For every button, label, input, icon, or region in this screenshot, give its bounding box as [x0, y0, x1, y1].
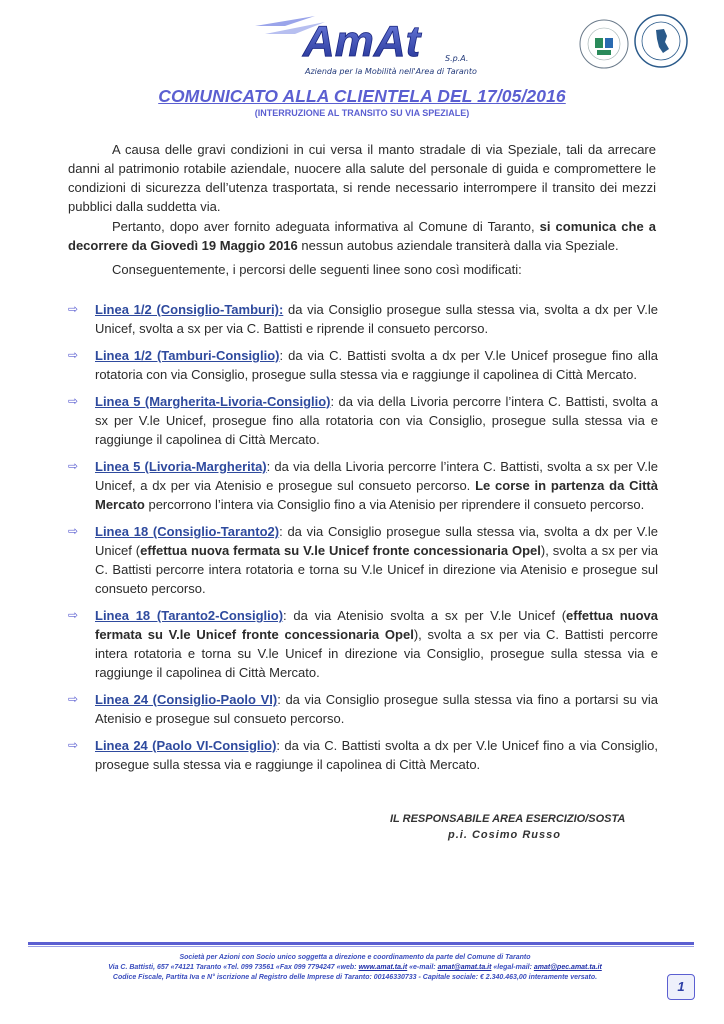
line-text-bold: Le corse in partenza da Città Mercato [95, 478, 658, 512]
arrow-icon: ⇨ [68, 459, 79, 473]
decision-paragraph [68, 217, 656, 255]
list-item [68, 522, 658, 598]
page-title: COMUNICATO ALLA CLIENTELA DEL 17/05/2016 [158, 86, 566, 106]
intro-paragraph [68, 140, 656, 216]
line-name: Linea 18 (Taranto2-Consiglio) [95, 608, 284, 623]
line-text: : da via Atenisio svolta a sx per V.le Unicef ( [283, 608, 567, 623]
arrow-icon: ⇨ [68, 692, 79, 706]
consequence-paragraph [68, 260, 656, 279]
consequence-text: Conseguentemente, i percorsi delle seguenti linee sono così modificati: [112, 262, 522, 277]
line-name: Linea 5 (Margherita-Livoria-Consiglio) [95, 394, 331, 409]
footer-address: Via C. Battisti, 657 «74121 Taranto «Tel. 099 73561 «Fax 099 7794247 «web: [108, 964, 359, 971]
list-item [68, 392, 658, 449]
amat-logo [255, 12, 485, 82]
line-name: Linea 24 (Consiglio-Paolo VI) [95, 692, 278, 707]
decision-text-c: nessun autobus aziendale transiterà dalla via Speziale. [297, 238, 619, 253]
line-name: Linea 24 (Paolo VI-Consiglio) [95, 738, 277, 753]
certification-seal-icon [578, 18, 630, 70]
logo-wordmark: AmAt [303, 17, 421, 66]
line-text: da via Consiglio prosegue sulla stessa via, svolta a dx per V.le Unicef, svolta a sx per via C. Battisti e riprende il consueto percorso. [95, 302, 658, 336]
line-text-2: ), svolta a sx per via C. Battisti percorre intera rotatoria e torna su V.le Unicef in direzione via Consiglio, prosegue sulla stessa via e raggiunge il capolinea di Città Mercato. [95, 627, 658, 680]
line-name: Linea 18 (Consiglio-Taranto2) [95, 524, 280, 539]
footer-web-link[interactable]: www.amat.ta.it [358, 964, 408, 971]
intro-text: A causa delle gravi condizioni in cui versa il manto stradale di via Speziale, tali da arrecare danni al patrimonio rotabile aziendale, nuocere alla salute del personale di guida e compromettere le condizioni di sicurezza dell’utenza trasportata, si rende necessario interrompere il transito dei mezzi pubblici dalla suddetta via. [68, 142, 656, 214]
line-name: Linea 5 (Livoria-Margherita) [95, 459, 267, 474]
line-text: : da via C. Battisti svolta a dx per V.le Unicef prosegue fino alla rotatoria con via Consiglio, prosegue sulla stessa via e raggiunge il capolinea di Città Mercato. [95, 348, 658, 382]
line-text-2: ), svolta a sx per via C. Battisti percorre intera rotatoria e torna su V.le Unicef in direzione via Atenisio e prosegue sul consueto percorso. [95, 543, 658, 596]
logo-tagline: Azienda per la Mobilità nell'Area di Taranto [305, 67, 477, 76]
decision-text-a: Pertanto, dopo aver fornito adeguata informativa al Comune di Taranto, [112, 219, 540, 234]
arrow-icon: ⇨ [68, 394, 79, 408]
list-item [68, 457, 658, 514]
page-number: 1 [667, 974, 695, 1000]
footer [40, 953, 670, 983]
footer-line-3: Codice Fiscale, Partita Iva e N° iscrizione al Registro delle Imprese di Taranto: 00146330733 - Capitale sociale: € 2.340.463,00 interamente versato. [112, 974, 598, 981]
line-text: : da via C. Battisti svolta a dx per V.le Unicef fino a via Consiglio, prosegue sulla stessa via e raggiunge il capolinea di Città Mercato. [95, 738, 658, 772]
footer-pec-label: «legal-mail: [491, 964, 534, 971]
arrow-icon: ⇨ [68, 348, 79, 362]
footer-line-1: Società per Azioni con Socio unico soggetta a direzione e coordinamento da parte del Comune di Taranto [179, 954, 531, 961]
line-name: Linea 1/2 (Tamburi-Consiglio) [95, 348, 280, 363]
footer-pec-link[interactable]: amat@pec.amat.ta.it [533, 964, 602, 971]
arrow-icon: ⇨ [68, 738, 79, 752]
page-subtitle: (INTERRUZIONE AL TRANSITO SU VIA SPEZIALE) [254, 108, 470, 118]
line-text: : da via Consiglio prosegue sulla stessa via, svolta a dx per V.le Unicef ( [95, 524, 659, 558]
arrow-icon: ⇨ [68, 302, 79, 316]
list-item [68, 736, 658, 774]
accredia-seal-icon [634, 14, 688, 68]
footer-divider-thin [28, 946, 694, 947]
line-text: : da via Consiglio prosegue sulla stessa via fino a portarsi su via Atenisio e prosegue sul consueto percorso. [95, 692, 658, 726]
footer-email-label: «e-mail: [407, 964, 438, 971]
footer-email-link[interactable]: amat@amat.ta.it [437, 964, 492, 971]
line-text: : da via della Livoria percorre l’intera C. Battisti, svolta a sx per V.le Unicef, prosegue fino alla rotatoria con via Consiglio, prosegue sulla stessa via e raggiunge il capolinea di Città Mercato. [95, 394, 658, 447]
line-name: Linea 1/2 (Consiglio-Tamburi): [95, 302, 284, 317]
list-item [68, 690, 658, 728]
list-item [68, 300, 658, 338]
line-text: : da via della Livoria percorre l’intera C. Battisti, svolta a sx per V.le Unicef, a dx per via Atenisio e prosegue sul consueto percorso. [95, 459, 658, 493]
arrow-icon: ⇨ [68, 608, 79, 622]
signature-name: p.i. Cosimo Russo [448, 829, 561, 841]
line-text-bold: effettua nuova fermata su V.le Unicef fronte concessionaria Opel [95, 608, 659, 642]
signature-role: IL RESPONSABILE AREA ESERCIZIO/SOSTA [390, 813, 626, 825]
line-changes-list [68, 300, 658, 782]
line-text-bold: effettua nuova fermata su V.le Unicef fronte concessionaria Opel [140, 543, 541, 558]
logo-spa: S.p.A. [445, 54, 469, 63]
decision-text-bold: si comunica che a decorrere da Giovedì 19 Maggio 2016 [68, 219, 657, 253]
arrow-icon: ⇨ [68, 524, 79, 538]
list-item [68, 606, 658, 682]
footer-line-2 [40, 963, 670, 973]
line-text-2: percorrono l’intera via Consiglio fino a via Atenisio per riprendere il consueto percorso. [144, 497, 645, 512]
footer-divider [28, 942, 694, 945]
signature-block [390, 813, 650, 841]
list-item [68, 346, 658, 384]
